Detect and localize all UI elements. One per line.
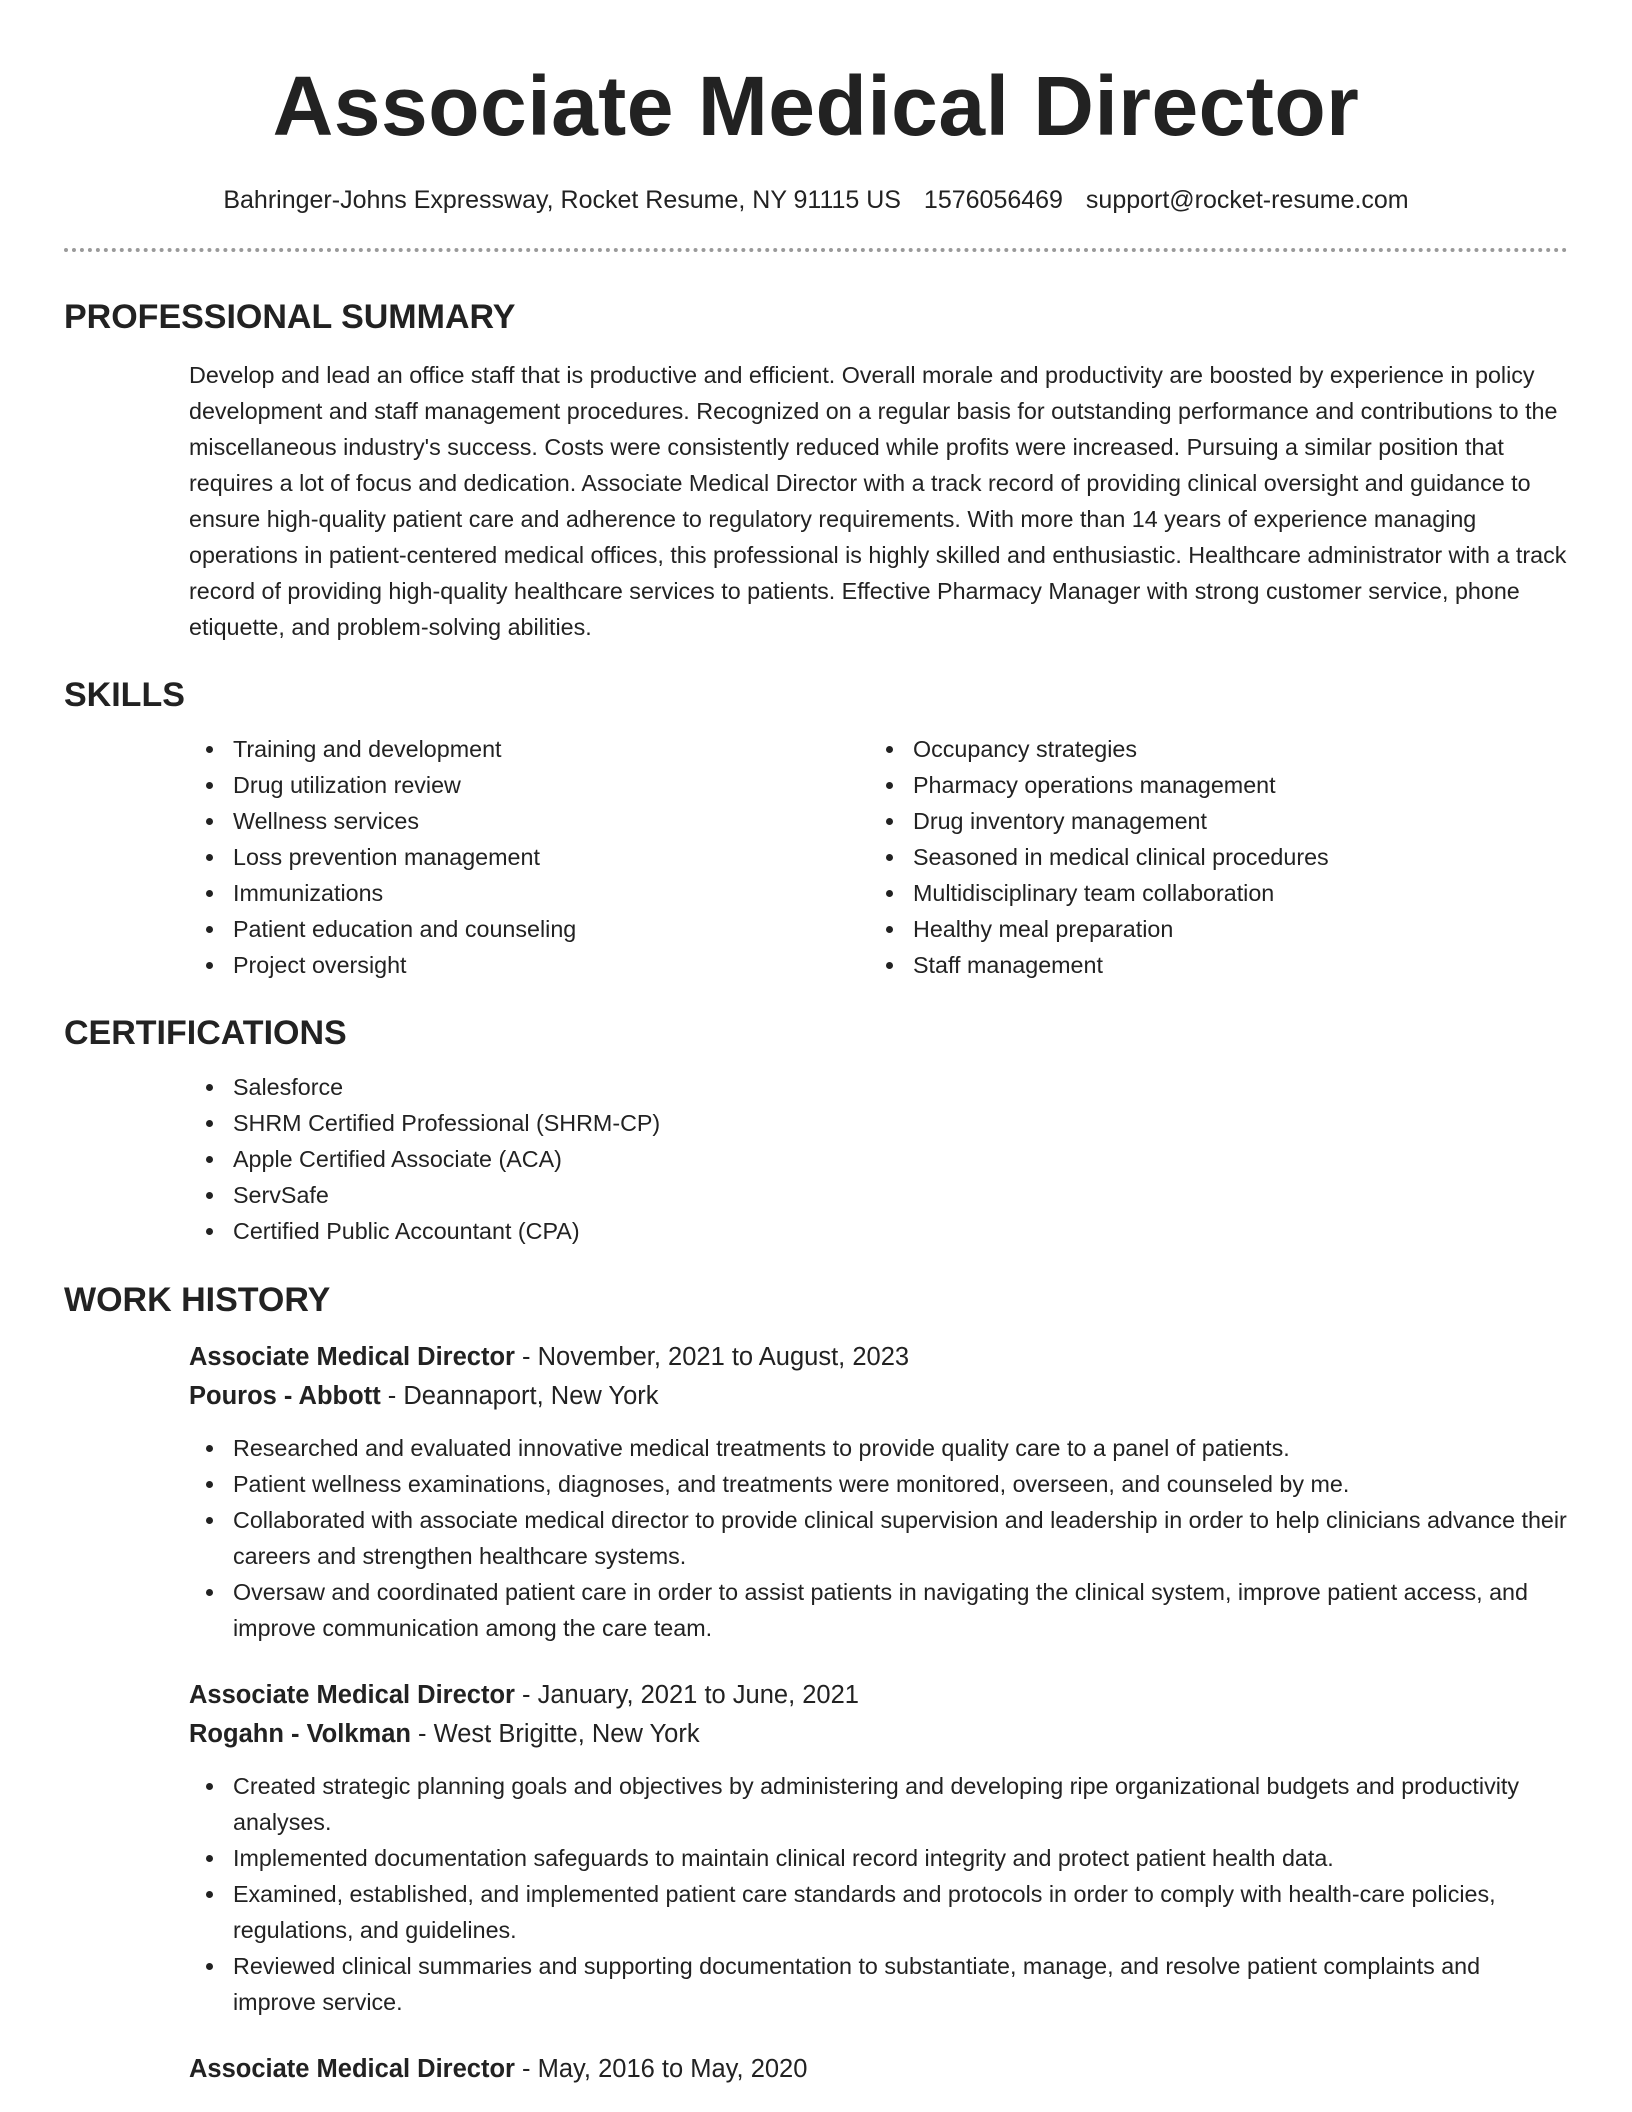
- skills-column-left: [189, 731, 869, 983]
- section-title-skills: SKILLS: [64, 676, 185, 714]
- job-location: - West Brigitte, New York: [410, 1720, 700, 1748]
- header-divider: [64, 248, 1568, 252]
- resume-name: Associate Medical Director: [272, 59, 1360, 153]
- contact-address: Bahringer-Johns Expressway, Rocket Resume, NY 91115 US: [223, 186, 901, 214]
- job-bullet: Reviewed clinical summaries and supporting documentation to substantiate, manage, and resolve patient complaints and improve service.: [189, 1948, 1568, 2020]
- certification-item: Certified Public Accountant (CPA): [189, 1213, 1568, 1249]
- job-title-line: [189, 1338, 1568, 1377]
- job-entry: [189, 2050, 1568, 2089]
- skill-item: Healthy meal preparation: [869, 911, 1549, 947]
- job-title-line: [189, 2050, 1568, 2089]
- job-bullet: Collaborated with associate medical director to provide clinical supervision and leadership in order to help clinicians advance their careers and strengthen healthcare systems.: [189, 1502, 1568, 1574]
- job-company: Rogahn - Volkman: [189, 1720, 411, 1748]
- job-entry: [189, 1338, 1568, 1646]
- job-bullet: Implemented documentation safeguards to maintain clinical record integrity and protect patient health data.: [189, 1840, 1568, 1876]
- skills-column-right: [869, 731, 1549, 983]
- job-title-line: [189, 1676, 1568, 1715]
- skill-item: Patient education and counseling: [189, 911, 869, 947]
- skill-item: Multidisciplinary team collaboration: [869, 875, 1549, 911]
- certification-item: Salesforce: [189, 1069, 1568, 1105]
- section-title-summary: PROFESSIONAL SUMMARY: [64, 298, 516, 336]
- skill-item: Occupancy strategies: [869, 731, 1549, 767]
- skill-item: Project oversight: [189, 947, 869, 983]
- job-bullet: Oversaw and coordinated patient care in order to assist patients in navigating the clinical system, improve patient access, and improve communication among the care team.: [189, 1574, 1568, 1646]
- job-company-line: [189, 1377, 1568, 1416]
- skill-item: Seasoned in medical clinical procedures: [869, 839, 1549, 875]
- job-bullet: Examined, established, and implemented patient care standards and protocols in order to comply with health-care policies, regulations, and guidelines.: [189, 1876, 1568, 1948]
- skill-item: Pharmacy operations management: [869, 767, 1549, 803]
- job-company-line: [189, 1715, 1568, 1754]
- summary-text: Develop and lead an office staff that is productive and efficient. Overall morale and productivity are boosted by experience in policy development and staff management procedures. Recognized on a regular basis for outstanding performance and contributions to the miscellaneous industry's success. Costs were consistently reduced while profits were increased. Pursuing a similar position that requires a lot of focus and dedication. Associate Medical Director with a track record of providing clinical oversight and guidance to ensure high-quality patient care and adherence to regulatory requirements. With more than 14 years of experience managing operations in patient-centered medical offices, this professional is highly skilled and enthusiastic. Healthcare administrator with a track record of providing high-quality healthcare services to patients. Effective Pharmacy Manager with strong customer service, phone etiquette, and problem-solving abilities.: [189, 362, 1567, 640]
- job-bullet: Created strategic planning goals and objectives by administering and developing ripe organizational budgets and productivity analyses.: [189, 1768, 1568, 1840]
- job-dates: - January, 2021 to June, 2021: [514, 1681, 859, 1709]
- skill-item: Loss prevention management: [189, 839, 869, 875]
- certification-item: Apple Certified Associate (ACA): [189, 1141, 1568, 1177]
- job-bullets: [189, 1768, 1568, 2020]
- job-dates: - May, 2016 to May, 2020: [514, 2055, 808, 2083]
- skill-item: Staff management: [869, 947, 1549, 983]
- job-company: Pouros - Abbott: [189, 1382, 381, 1410]
- certification-item: ServSafe: [189, 1177, 1568, 1213]
- contact-line: [0, 184, 1632, 216]
- certifications-list: [189, 1069, 1568, 1249]
- job-entry: [189, 1676, 1568, 2020]
- job-role: Associate Medical Director: [189, 2055, 515, 2083]
- skill-item: Wellness services: [189, 803, 869, 839]
- skills-list: [189, 731, 1632, 983]
- section-title-work-history: WORK HISTORY: [64, 1281, 331, 1319]
- skill-item: Training and development: [189, 731, 869, 767]
- job-dates: - November, 2021 to August, 2023: [514, 1343, 910, 1371]
- skill-item: Immunizations: [189, 875, 869, 911]
- contact-phone: 1576056469: [923, 186, 1063, 214]
- job-location: - Deannaport, New York: [380, 1382, 659, 1410]
- certification-item: SHRM Certified Professional (SHRM-CP): [189, 1105, 1568, 1141]
- job-bullets: [189, 1430, 1568, 1646]
- skill-item: Drug utilization review: [189, 767, 869, 803]
- job-bullet: Patient wellness examinations, diagnoses, and treatments were monitored, overseen, and counseled by me.: [189, 1466, 1568, 1502]
- skill-item: Drug inventory management: [869, 803, 1549, 839]
- section-title-certifications: CERTIFICATIONS: [64, 1014, 347, 1052]
- job-role: Associate Medical Director: [189, 1343, 515, 1371]
- contact-email: support@rocket-resume.com: [1085, 186, 1409, 214]
- job-bullet: Researched and evaluated innovative medical treatments to provide quality care to a panel of patients.: [189, 1430, 1568, 1466]
- job-role: Associate Medical Director: [189, 1681, 515, 1709]
